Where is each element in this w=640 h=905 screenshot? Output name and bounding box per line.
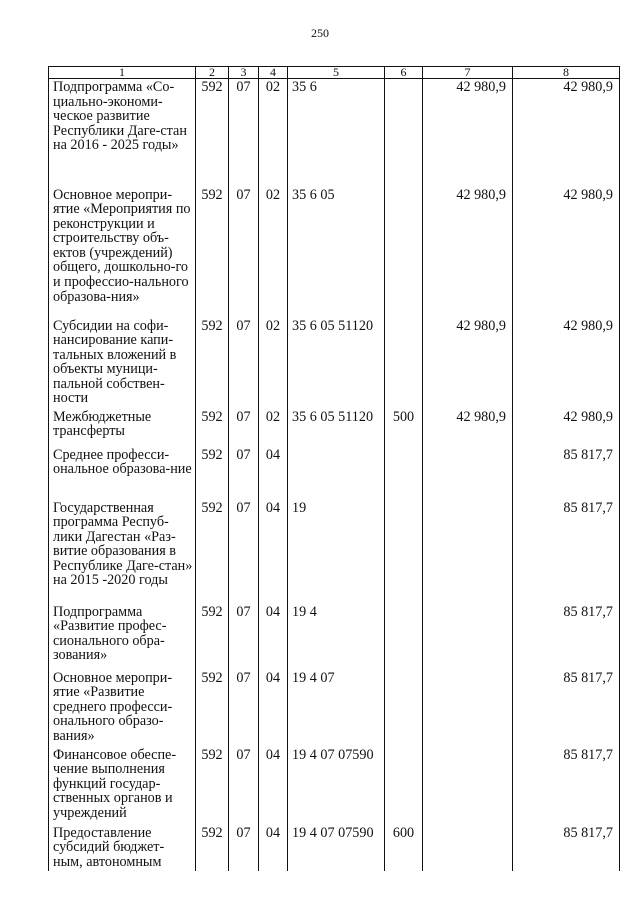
- table-row: [49, 318, 620, 409]
- row-expense-type: 600: [385, 825, 423, 871]
- row-section: 07: [229, 825, 259, 871]
- table-row: [49, 447, 620, 500]
- table-row: [49, 670, 620, 747]
- row-name: Предоставление субсидий бюджет-ным, автономным: [49, 825, 196, 871]
- header-row: [49, 67, 620, 79]
- row-name: Среднее професси-ональное образова-ние: [49, 447, 196, 500]
- row-expense-type: 500: [385, 409, 423, 447]
- row-target-article: 35 6 05: [288, 187, 385, 318]
- row-admin-code: 592: [196, 187, 229, 318]
- row-subsection: 02: [259, 318, 288, 409]
- row-expense-type: [385, 670, 423, 747]
- column-header-5: 5: [288, 67, 385, 79]
- row-amount-2: 85 817,7: [513, 447, 620, 500]
- row-amount-1: [423, 500, 513, 604]
- row-target-article: 19 4: [288, 604, 385, 670]
- row-amount-2: 85 817,7: [513, 747, 620, 825]
- column-header-6: 6: [385, 67, 423, 79]
- row-target-article: 35 6 05 51120: [288, 409, 385, 447]
- row-subsection: 04: [259, 500, 288, 604]
- row-amount-2: 42 980,9: [513, 318, 620, 409]
- row-subsection: 02: [259, 187, 288, 318]
- row-amount-1: [423, 747, 513, 825]
- row-expense-type: [385, 500, 423, 604]
- row-amount-2: 85 817,7: [513, 500, 620, 604]
- row-amount-2: 42 980,9: [513, 409, 620, 447]
- row-expense-type: [385, 747, 423, 825]
- row-subsection: 04: [259, 747, 288, 825]
- column-header-2: 2: [196, 67, 229, 79]
- row-target-article: 35 6 05 51120: [288, 318, 385, 409]
- table-row: [49, 747, 620, 825]
- row-section: 07: [229, 187, 259, 318]
- row-admin-code: 592: [196, 747, 229, 825]
- row-subsection: 02: [259, 409, 288, 447]
- table-row: [49, 409, 620, 447]
- row-admin-code: 592: [196, 409, 229, 447]
- row-expense-type: [385, 447, 423, 500]
- row-amount-2: 42 980,9: [513, 187, 620, 318]
- table-row: [49, 187, 620, 318]
- table-row: [49, 825, 620, 871]
- budget-table: [48, 66, 620, 871]
- row-name: Субсидии на софи-нансирование капи-тальных вложений в объекты муници-пальной собствен-ности: [49, 318, 196, 409]
- column-header-3: 3: [229, 67, 259, 79]
- row-target-article: 19 4 07 07590: [288, 825, 385, 871]
- row-target-article: 35 6: [288, 79, 385, 187]
- row-amount-2: 85 817,7: [513, 670, 620, 747]
- row-subsection: 04: [259, 604, 288, 670]
- row-amount-1: 42 980,9: [423, 318, 513, 409]
- row-section: 07: [229, 79, 259, 187]
- row-admin-code: 592: [196, 825, 229, 871]
- table-header: [49, 67, 620, 79]
- row-admin-code: 592: [196, 79, 229, 187]
- row-admin-code: 592: [196, 604, 229, 670]
- row-admin-code: 592: [196, 670, 229, 747]
- row-amount-1: 42 980,9: [423, 79, 513, 187]
- row-amount-1: [423, 825, 513, 871]
- row-amount-2: 85 817,7: [513, 604, 620, 670]
- row-amount-2: 85 817,7: [513, 825, 620, 871]
- row-target-article: 19 4 07 07590: [288, 747, 385, 825]
- column-header-4: 4: [259, 67, 288, 79]
- row-subsection: 04: [259, 825, 288, 871]
- row-target-article: [288, 447, 385, 500]
- row-expense-type: [385, 187, 423, 318]
- row-section: 07: [229, 604, 259, 670]
- row-name: Государственная программа Респуб-лики Дагестан «Раз-витие образования в Республике Даге-стан» на 2015 -2020 годы: [49, 500, 196, 604]
- column-header-7: 7: [423, 67, 513, 79]
- table-row: [49, 604, 620, 670]
- row-amount-1: 42 980,9: [423, 409, 513, 447]
- row-amount-1: [423, 670, 513, 747]
- row-name: Основное меропри-ятие «Развитие среднего професси-онального образо-вания»: [49, 670, 196, 747]
- row-section: 07: [229, 447, 259, 500]
- row-subsection: 04: [259, 670, 288, 747]
- row-admin-code: 592: [196, 500, 229, 604]
- row-amount-1: [423, 604, 513, 670]
- row-name: Межбюджетные трансферты: [49, 409, 196, 447]
- row-amount-2: 42 980,9: [513, 79, 620, 187]
- row-amount-1: [423, 447, 513, 500]
- row-section: 07: [229, 318, 259, 409]
- table-row: [49, 500, 620, 604]
- row-target-article: 19 4 07: [288, 670, 385, 747]
- row-section: 07: [229, 747, 259, 825]
- row-target-article: 19: [288, 500, 385, 604]
- row-expense-type: [385, 318, 423, 409]
- column-header-8: 8: [513, 67, 620, 79]
- page-number: 250: [311, 26, 329, 40]
- row-section: 07: [229, 500, 259, 604]
- row-subsection: 04: [259, 447, 288, 500]
- row-expense-type: [385, 79, 423, 187]
- row-name: Финансовое обеспе-чение выполнения функций государ-ственных органов и учреждений: [49, 747, 196, 825]
- row-section: 07: [229, 409, 259, 447]
- row-name: Подпрограмма «Со-циально-экономи-ческое развитие Республики Даге-стан на 2016 - 2025 годы»: [49, 79, 196, 187]
- row-expense-type: [385, 604, 423, 670]
- row-section: 07: [229, 670, 259, 747]
- table-body: [49, 79, 620, 871]
- table-row: [49, 79, 620, 187]
- column-header-1: 1: [49, 67, 196, 79]
- row-amount-1: 42 980,9: [423, 187, 513, 318]
- row-name: Основное меропри-ятие «Мероприятия по реконструкции и строительству объ-ектов (учреждений) общего, дошкольно-го и профессио-нального образова-ния»: [49, 187, 196, 318]
- row-subsection: 02: [259, 79, 288, 187]
- row-admin-code: 592: [196, 318, 229, 409]
- row-name: Подпрограмма «Развитие профес-сионального обра-зования»: [49, 604, 196, 670]
- row-admin-code: 592: [196, 447, 229, 500]
